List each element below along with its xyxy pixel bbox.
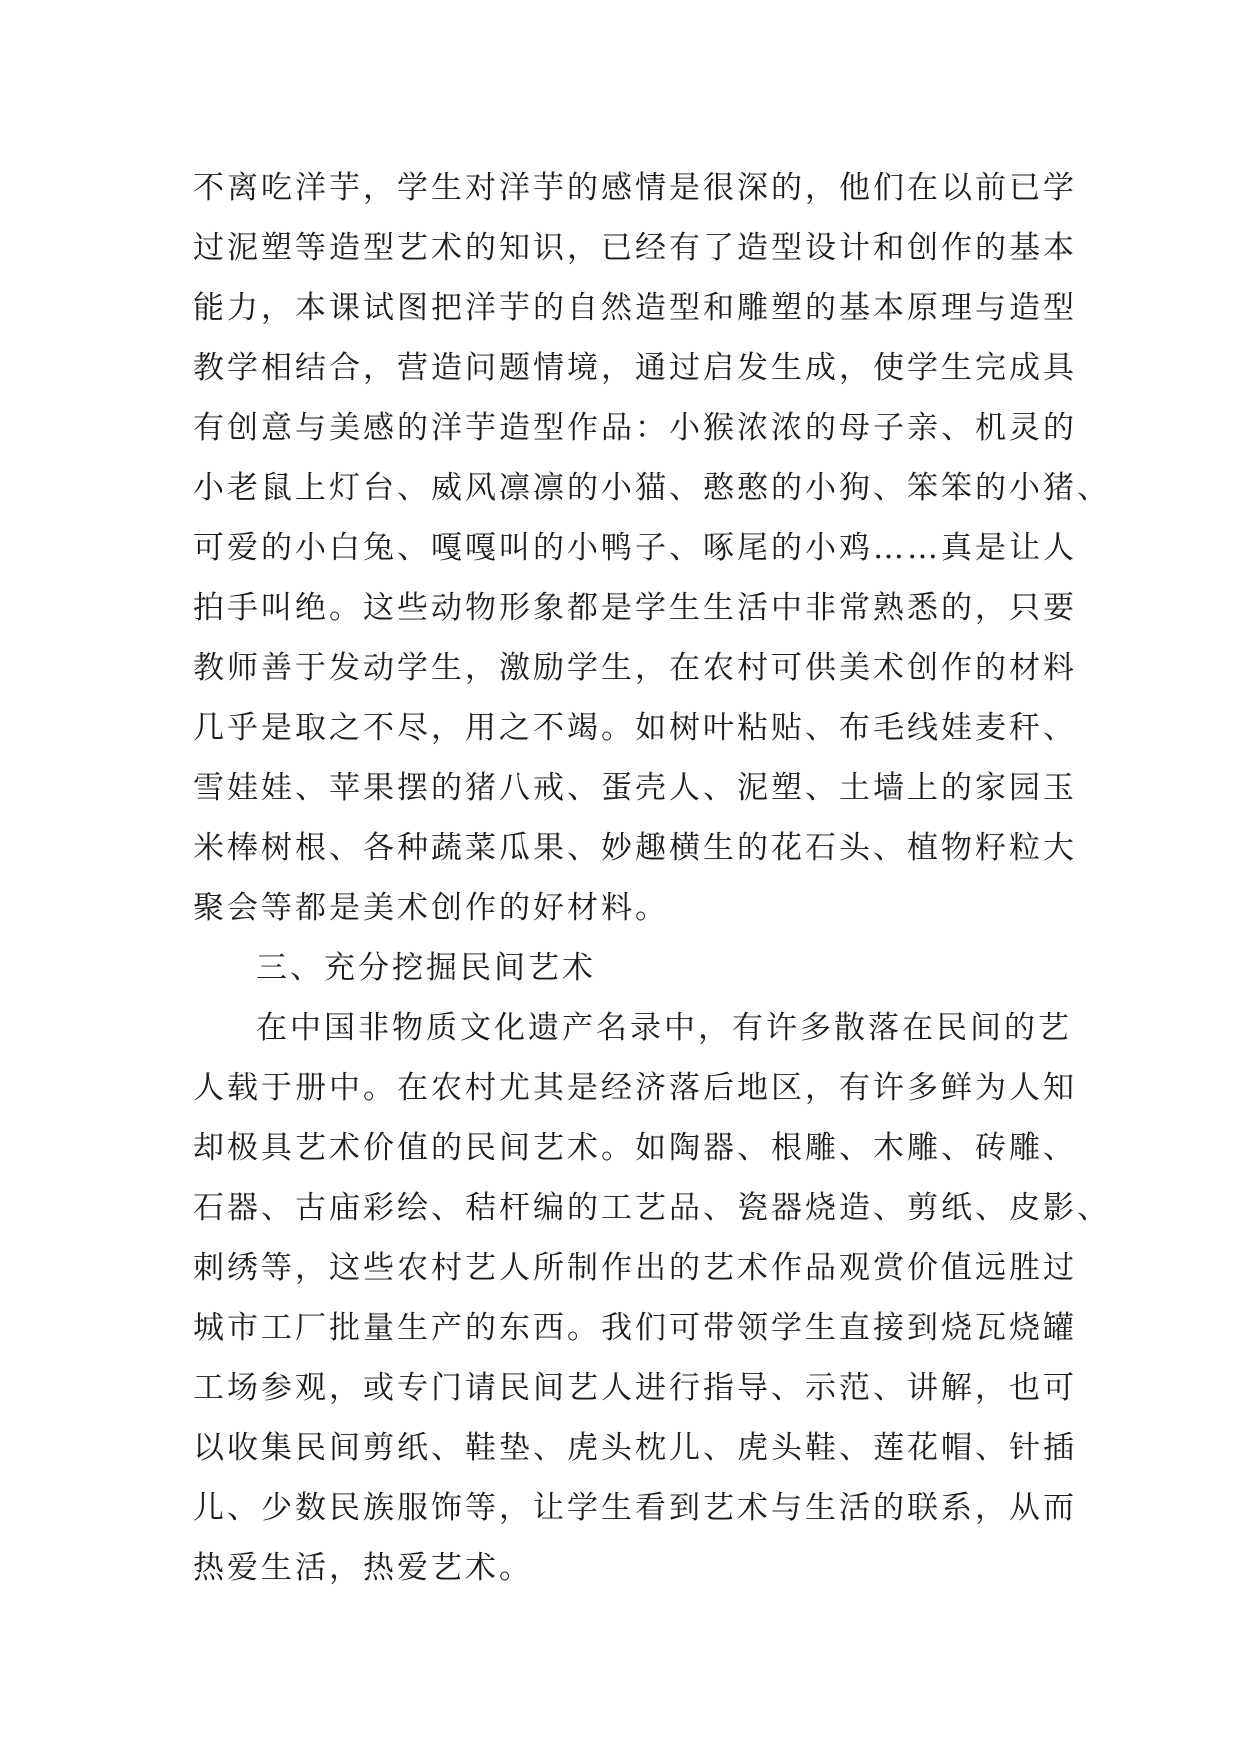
paragraph-line: 儿、少数民族服饰等，让学生看到艺术与生活的联系，从而 — [193, 1490, 1077, 1526]
paragraph-line: 却极具艺术价值的民间艺术。如陶器、根雕、木雕、砖雕、 — [193, 1130, 1077, 1166]
section-heading: 三、充分挖掘民间艺术 — [256, 950, 596, 986]
paragraph-line: 几乎是取之不尽，用之不竭。如树叶粘贴、布毛线娃麦秆、 — [193, 710, 1077, 746]
paragraph-line: 教学相结合，营造问题情境，通过启发生成，使学生完成具 — [193, 350, 1077, 386]
paragraph-line: 能力，本课试图把洋芋的自然造型和雕塑的基本原理与造型 — [193, 290, 1077, 326]
paragraph-line: 刺绣等，这些农村艺人所制作出的艺术作品观赏价值远胜过 — [193, 1250, 1077, 1286]
paragraph-line: 城市工厂批量生产的东西。我们可带领学生直接到烧瓦烧罐 — [193, 1310, 1077, 1346]
body-text — [193, 158, 1111, 1598]
paragraph-line: 石器、古庙彩绘、秸杆编的工艺品、瓷器烧造、剪纸、皮影、 — [193, 1190, 1111, 1226]
paragraph-line: 以收集民间剪纸、鞋垫、虎头枕儿、虎头鞋、莲花帽、针插 — [193, 1430, 1077, 1466]
paragraph-line: 工场参观，或专门请民间艺人进行指导、示范、讲解，也可 — [193, 1370, 1077, 1406]
paragraph-line: 过泥塑等造型艺术的知识，已经有了造型设计和创作的基本 — [193, 230, 1077, 266]
paragraph-line: 雪娃娃、苹果摆的猪八戒、蛋壳人、泥塑、土墙上的家园玉 — [193, 770, 1077, 806]
paragraph-line: 不离吃洋芋，学生对洋芋的感情是很深的，他们在以前已学 — [193, 170, 1077, 206]
paragraph-line: 米棒树根、各种蔬菜瓜果、妙趣横生的花石头、植物籽粒大 — [193, 830, 1077, 866]
paragraph-line: 可爱的小白兔、嘎嘎叫的小鸭子、啄尾的小鸡……真是让人 — [193, 530, 1077, 566]
paragraph-line: 教师善于发动学生，激励学生，在农村可供美术创作的材料 — [193, 650, 1077, 686]
paragraph-line: 小老鼠上灯台、威风凛凛的小猫、憨憨的小狗、笨笨的小猪、 — [193, 470, 1111, 506]
paragraph-line: 聚会等都是美术创作的好材料。 — [193, 890, 669, 926]
paragraph-line: 有创意与美感的洋芋造型作品：小猴浓浓的母子亲、机灵的 — [193, 410, 1077, 446]
paragraph-line: 在中国非物质文化遗产名录中，有许多散落在民间的艺 — [256, 1010, 1072, 1046]
paragraph-line: 人载于册中。在农村尤其是经济落后地区，有许多鲜为人知 — [193, 1070, 1077, 1106]
paragraph-line: 拍手叫绝。这些动物形象都是学生生活中非常熟悉的，只要 — [193, 590, 1077, 626]
paragraph-line: 热爱生活，热爱艺术。 — [193, 1550, 533, 1586]
